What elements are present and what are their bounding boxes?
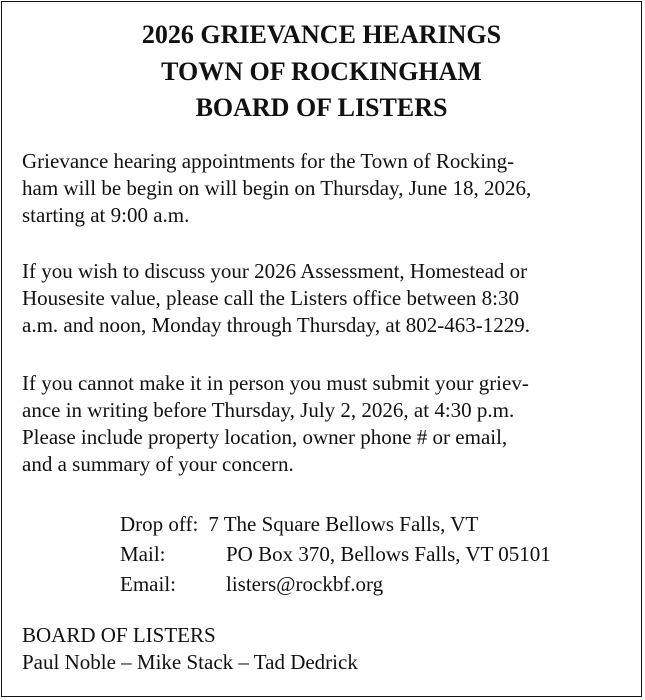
paragraph-line: and a summary of your concern. (22, 452, 294, 476)
mail-label: Mail: (120, 542, 166, 566)
paragraph-hearing-dates (22, 148, 632, 229)
paragraph-line: Grievance hearing appointments for the Town of Rocking- (22, 149, 515, 173)
email-label: Email: (120, 572, 176, 596)
notice-title-board: BOARD OF LISTERS (195, 93, 448, 122)
paragraph-line: a.m. and noon, Monday through Thursday, at 802-463-1229. (22, 313, 531, 337)
contact-dropoff (120, 509, 478, 539)
paragraph-written-grievance (22, 370, 632, 478)
contact-email (120, 569, 383, 599)
notice-title-town: TOWN OF ROCKINGHAM (161, 57, 482, 86)
signature-board: BOARD OF LISTERS (22, 623, 216, 647)
paragraph-line: Please include property location, owner phone # or email, (22, 425, 508, 449)
paragraph-line: ance in writing before Thursday, July 2, 2026, at 4:30 p.m. (22, 398, 515, 422)
dropoff-address: 7 The Square Bellows Falls, VT (208, 512, 479, 536)
contact-mail (120, 539, 551, 569)
email-address: listers@rockbf.org (226, 572, 384, 596)
signature-block (22, 622, 632, 676)
mail-address: PO Box 370, Bellows Falls, VT 05101 (226, 542, 551, 566)
paragraph-contact-office (22, 258, 632, 339)
signature-members: Paul Noble – Mike Stack – Tad Dedrick (22, 650, 358, 674)
paragraph-line: Housesite value, please call the Listers office between 8:30 (22, 286, 520, 310)
dropoff-label: Drop off: (120, 512, 199, 536)
paragraph-line: ham will be begin on will begin on Thursday, June 18, 2026, (22, 176, 532, 200)
paragraph-line: starting at 9:00 a.m. (22, 203, 190, 227)
paragraph-line: If you wish to discuss your 2026 Assessment, Homestead or (22, 259, 528, 283)
notice-title-year: 2026 GRIEVANCE HEARINGS (141, 20, 502, 49)
paragraph-line: If you cannot make it in person you must submit your griev- (22, 371, 529, 395)
